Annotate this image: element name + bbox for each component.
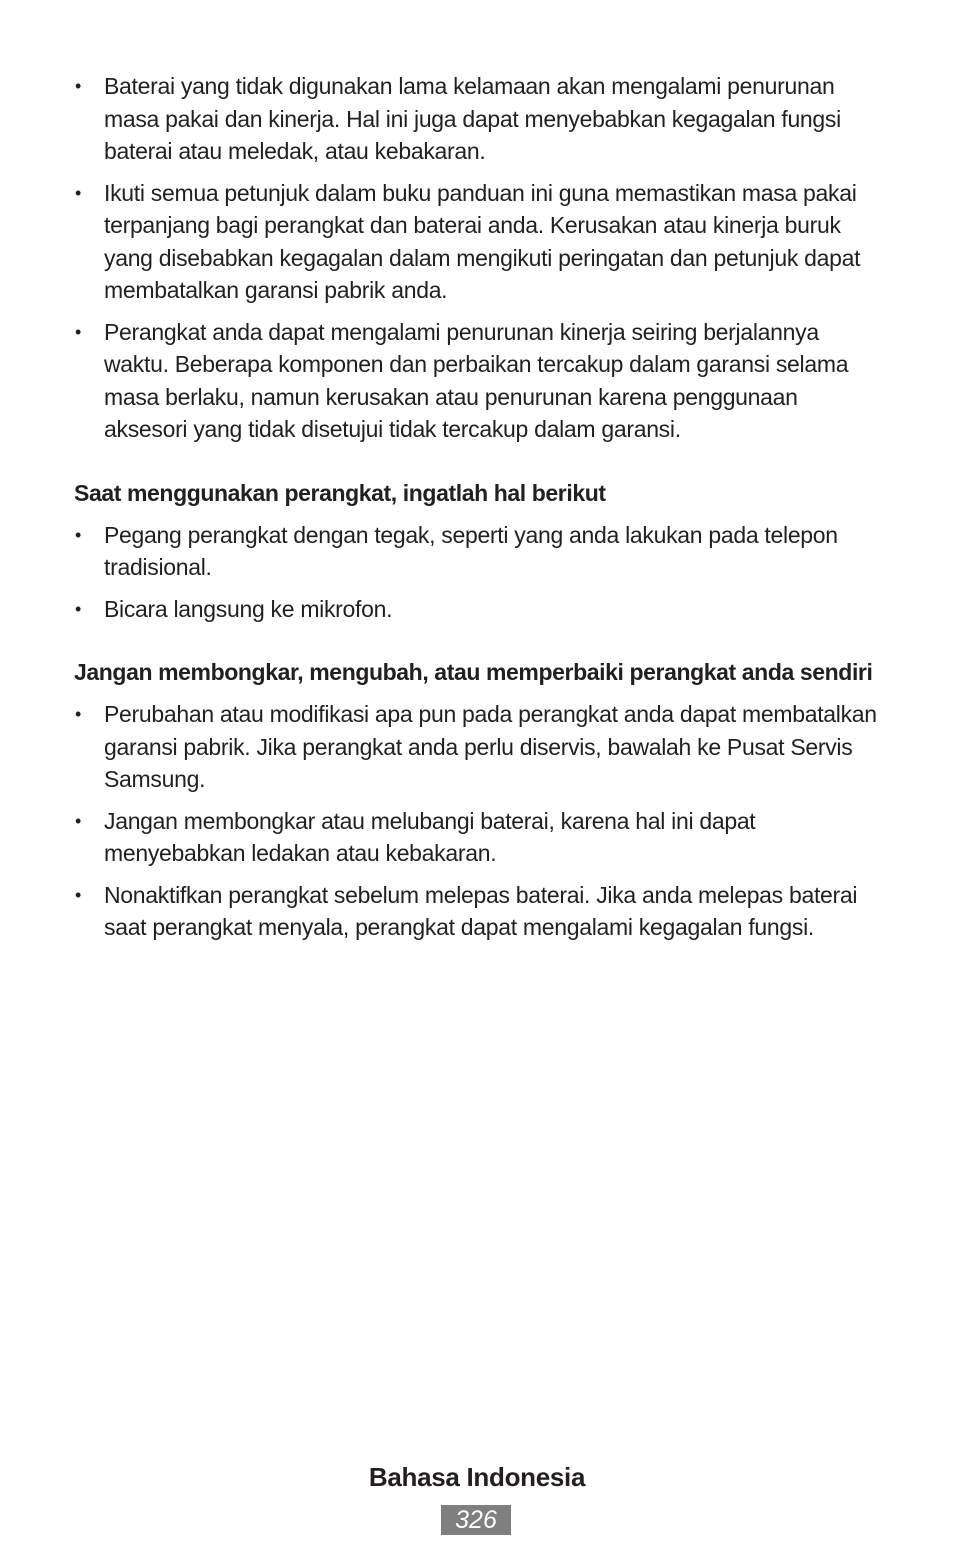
list-item: • Pegang perangkat dengan tegak, seperti yang anda lakukan pada telepon tradisional.	[74, 519, 882, 584]
list-item: • Jangan membongkar atau melubangi baterai, karena hal ini dapat menyebabkan ledakan atau kebakaran.	[74, 805, 882, 870]
section-heading-usage: Saat menggunakan perangkat, ingatlah hal berikut	[74, 479, 606, 506]
list-item: • Nonaktifkan perangkat sebelum melepas baterai. Jika anda melepas baterai saat perangkat menyala, perangkat dapat mengalami kegagalan fungsi.	[74, 879, 882, 944]
section-heading-disassembly: Jangan membongkar, mengubah, atau memperbaiki perangkat anda sendiri	[74, 659, 873, 685]
page-content	[74, 70, 882, 953]
disassembly-bullet-list	[74, 698, 882, 944]
list-item: • Perangkat anda dapat mengalami penurunan kinerja seiring berjalannya waktu. Beberapa komponen dan perbaikan tercakup dalam garansi selama masa berlaku, namun kerusakan atau penurunan karena penggunaan aksesori yang tidak disetujui tidak tercakup dalam garansi.	[74, 316, 882, 446]
list-item: • Baterai yang tidak digunakan lama kelamaan akan mengalami penurunan masa pakai dan kinerja. Hal ini juga dapat menyebabkan kegagalan fungsi baterai atau meledak, atau kebakaran.	[74, 70, 882, 168]
usage-bullet-list	[74, 519, 882, 626]
list-item: • Ikuti semua petunjuk dalam buku panduan ini guna memastikan masa pakai terpanjang bagi perangkat dan baterai anda. Kerusakan atau kinerja buruk yang disebabkan kegagalan dalam mengikuti peringatan dan petunjuk dapat membatalkan garansi pabrik anda.	[74, 177, 882, 307]
page-number: 326	[441, 1505, 511, 1535]
battery-bullet-list	[74, 70, 882, 446]
list-item: • Bicara langsung ke mikrofon.	[74, 593, 882, 626]
list-item: • Perubahan atau modifikasi apa pun pada perangkat anda dapat membatalkan garansi pabrik. Jika perangkat anda perlu diservis, bawalah ke Pusat Servis Samsung.	[74, 698, 882, 796]
footer-language: Bahasa Indonesia	[368, 1462, 586, 1492]
